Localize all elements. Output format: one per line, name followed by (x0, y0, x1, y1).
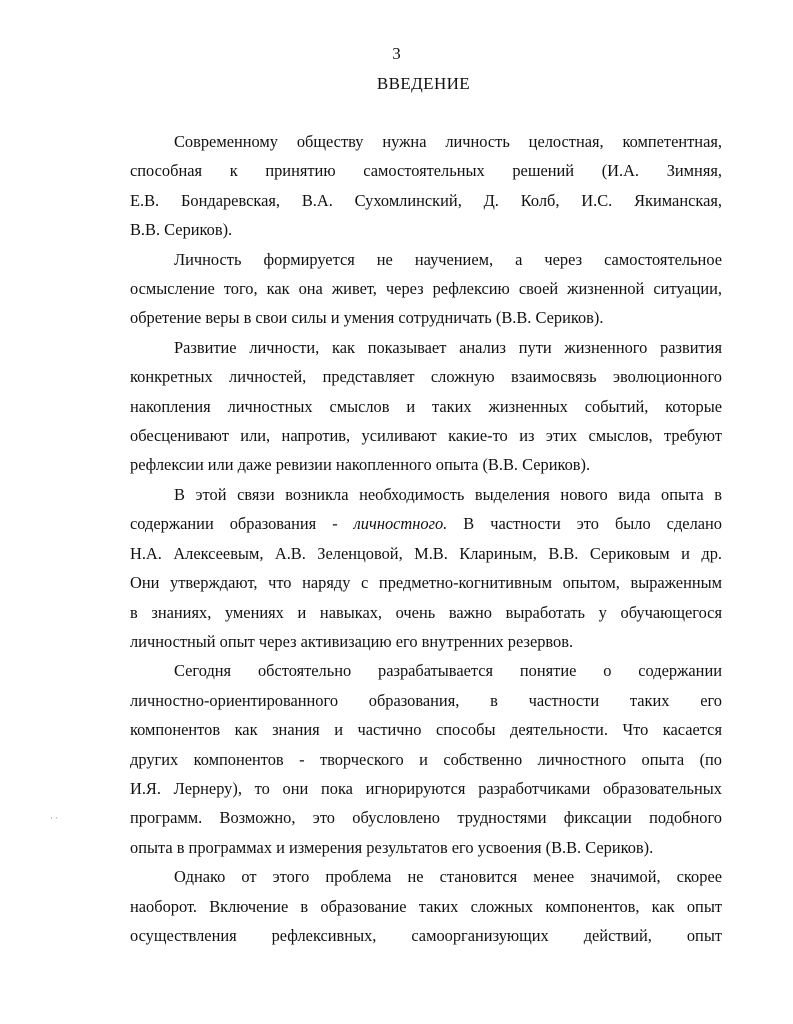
paragraph-3 (130, 333, 722, 480)
text-line: программ. Возможно, это обусловлено трудностями фиксации подобного (130, 808, 722, 828)
paragraph-2 (130, 245, 722, 333)
text-line: Однако от этого проблема не становится менее значимой, скорее (174, 867, 722, 887)
text-line: В.В. Сериков). (130, 220, 233, 240)
text-line: конкретных личностей, представляет сложную взаимосвязь эволюционного (130, 367, 722, 387)
paragraph-1 (130, 127, 722, 245)
text-line: накопления личностных смыслов и таких жизненных событий, которые (130, 396, 722, 416)
text-line: Личность формируется не научением, а через самостоятельное (174, 249, 722, 269)
text-fragment: В частности это было сделано (447, 514, 722, 534)
text-line: компонентов как знания и частично способы деятельности. Что касается (130, 720, 722, 740)
paragraph-5 (130, 656, 722, 862)
body-text (130, 127, 722, 950)
text-line: личностно-ориентированного образования, в частности таких его (130, 690, 722, 710)
text-line: Н.А. Алексеевым, А.В. Зеленцовой, М.В. Клариным, В.В. Сериковым и др. (130, 543, 722, 563)
text-line: осуществления рефлексивных, самоорганизующих действий, опыт (130, 925, 722, 945)
text-line: в знаниях, умениях и навыках, очень важно выработать у обучающегося (130, 602, 722, 622)
text-line: обретение веры в свои силы и умения сотрудничать (В.В. Сериков). (130, 308, 604, 328)
text-line: Сегодня обстоятельно разрабатывается понятие о содержании (174, 661, 722, 681)
page-title: ВВЕДЕНИЕ (376, 74, 471, 93)
emphasized-term: личностного. (353, 514, 448, 534)
text-line: рефлексии или даже ревизии накопленного опыта (В.В. Сериков). (130, 455, 591, 475)
text-line: других компонентов - творческого и собственно личностного опыта (по (130, 749, 722, 769)
text-line: Современному обществу нужна личность целостная, компетентная, (174, 132, 722, 151)
scan-speck: · · (50, 813, 59, 823)
paragraph-6 (130, 862, 722, 950)
text-line: Е.В. Бондаревская, В.А. Сухомлинский, Д. Колб, И.С. Якиманская, (130, 190, 722, 210)
text-line: Развитие личности, как показывает анализ пути жизненного развития (174, 337, 722, 357)
text-line: обесценивают или, напротив, усиливают какие-то из этих смыслов, требуют (130, 426, 722, 446)
text-line: И.Я. Лернеру), то они пока игнорируются разработчиками образовательных (130, 778, 722, 798)
paragraph-4 (130, 480, 722, 656)
text-line: опыта в программах и измерения результатов его усвоения (В.В. Сериков). (130, 837, 654, 857)
text-line: личностный опыт через активизацию его внутренних резервов. (130, 631, 574, 651)
text-line: осмысление того, как она живет, через рефлексию своей жизненной ситуации, (130, 279, 722, 299)
text-line: наоборот. Включение в образование таких сложных компонентов, как опыт (130, 896, 722, 916)
text-line: способная к принятию самостоятельных решений (И.А. Зимняя, (130, 161, 722, 181)
page-number: 3 (392, 44, 401, 63)
text-line: Они утверждают, что наряду с предметно-когнитивным опытом, выраженным (130, 573, 722, 593)
text-fragment: содержании образования - (130, 514, 354, 534)
text-line (130, 509, 722, 538)
text-line: В этой связи возникла необходимость выделения нового вида опыта в (174, 484, 722, 504)
